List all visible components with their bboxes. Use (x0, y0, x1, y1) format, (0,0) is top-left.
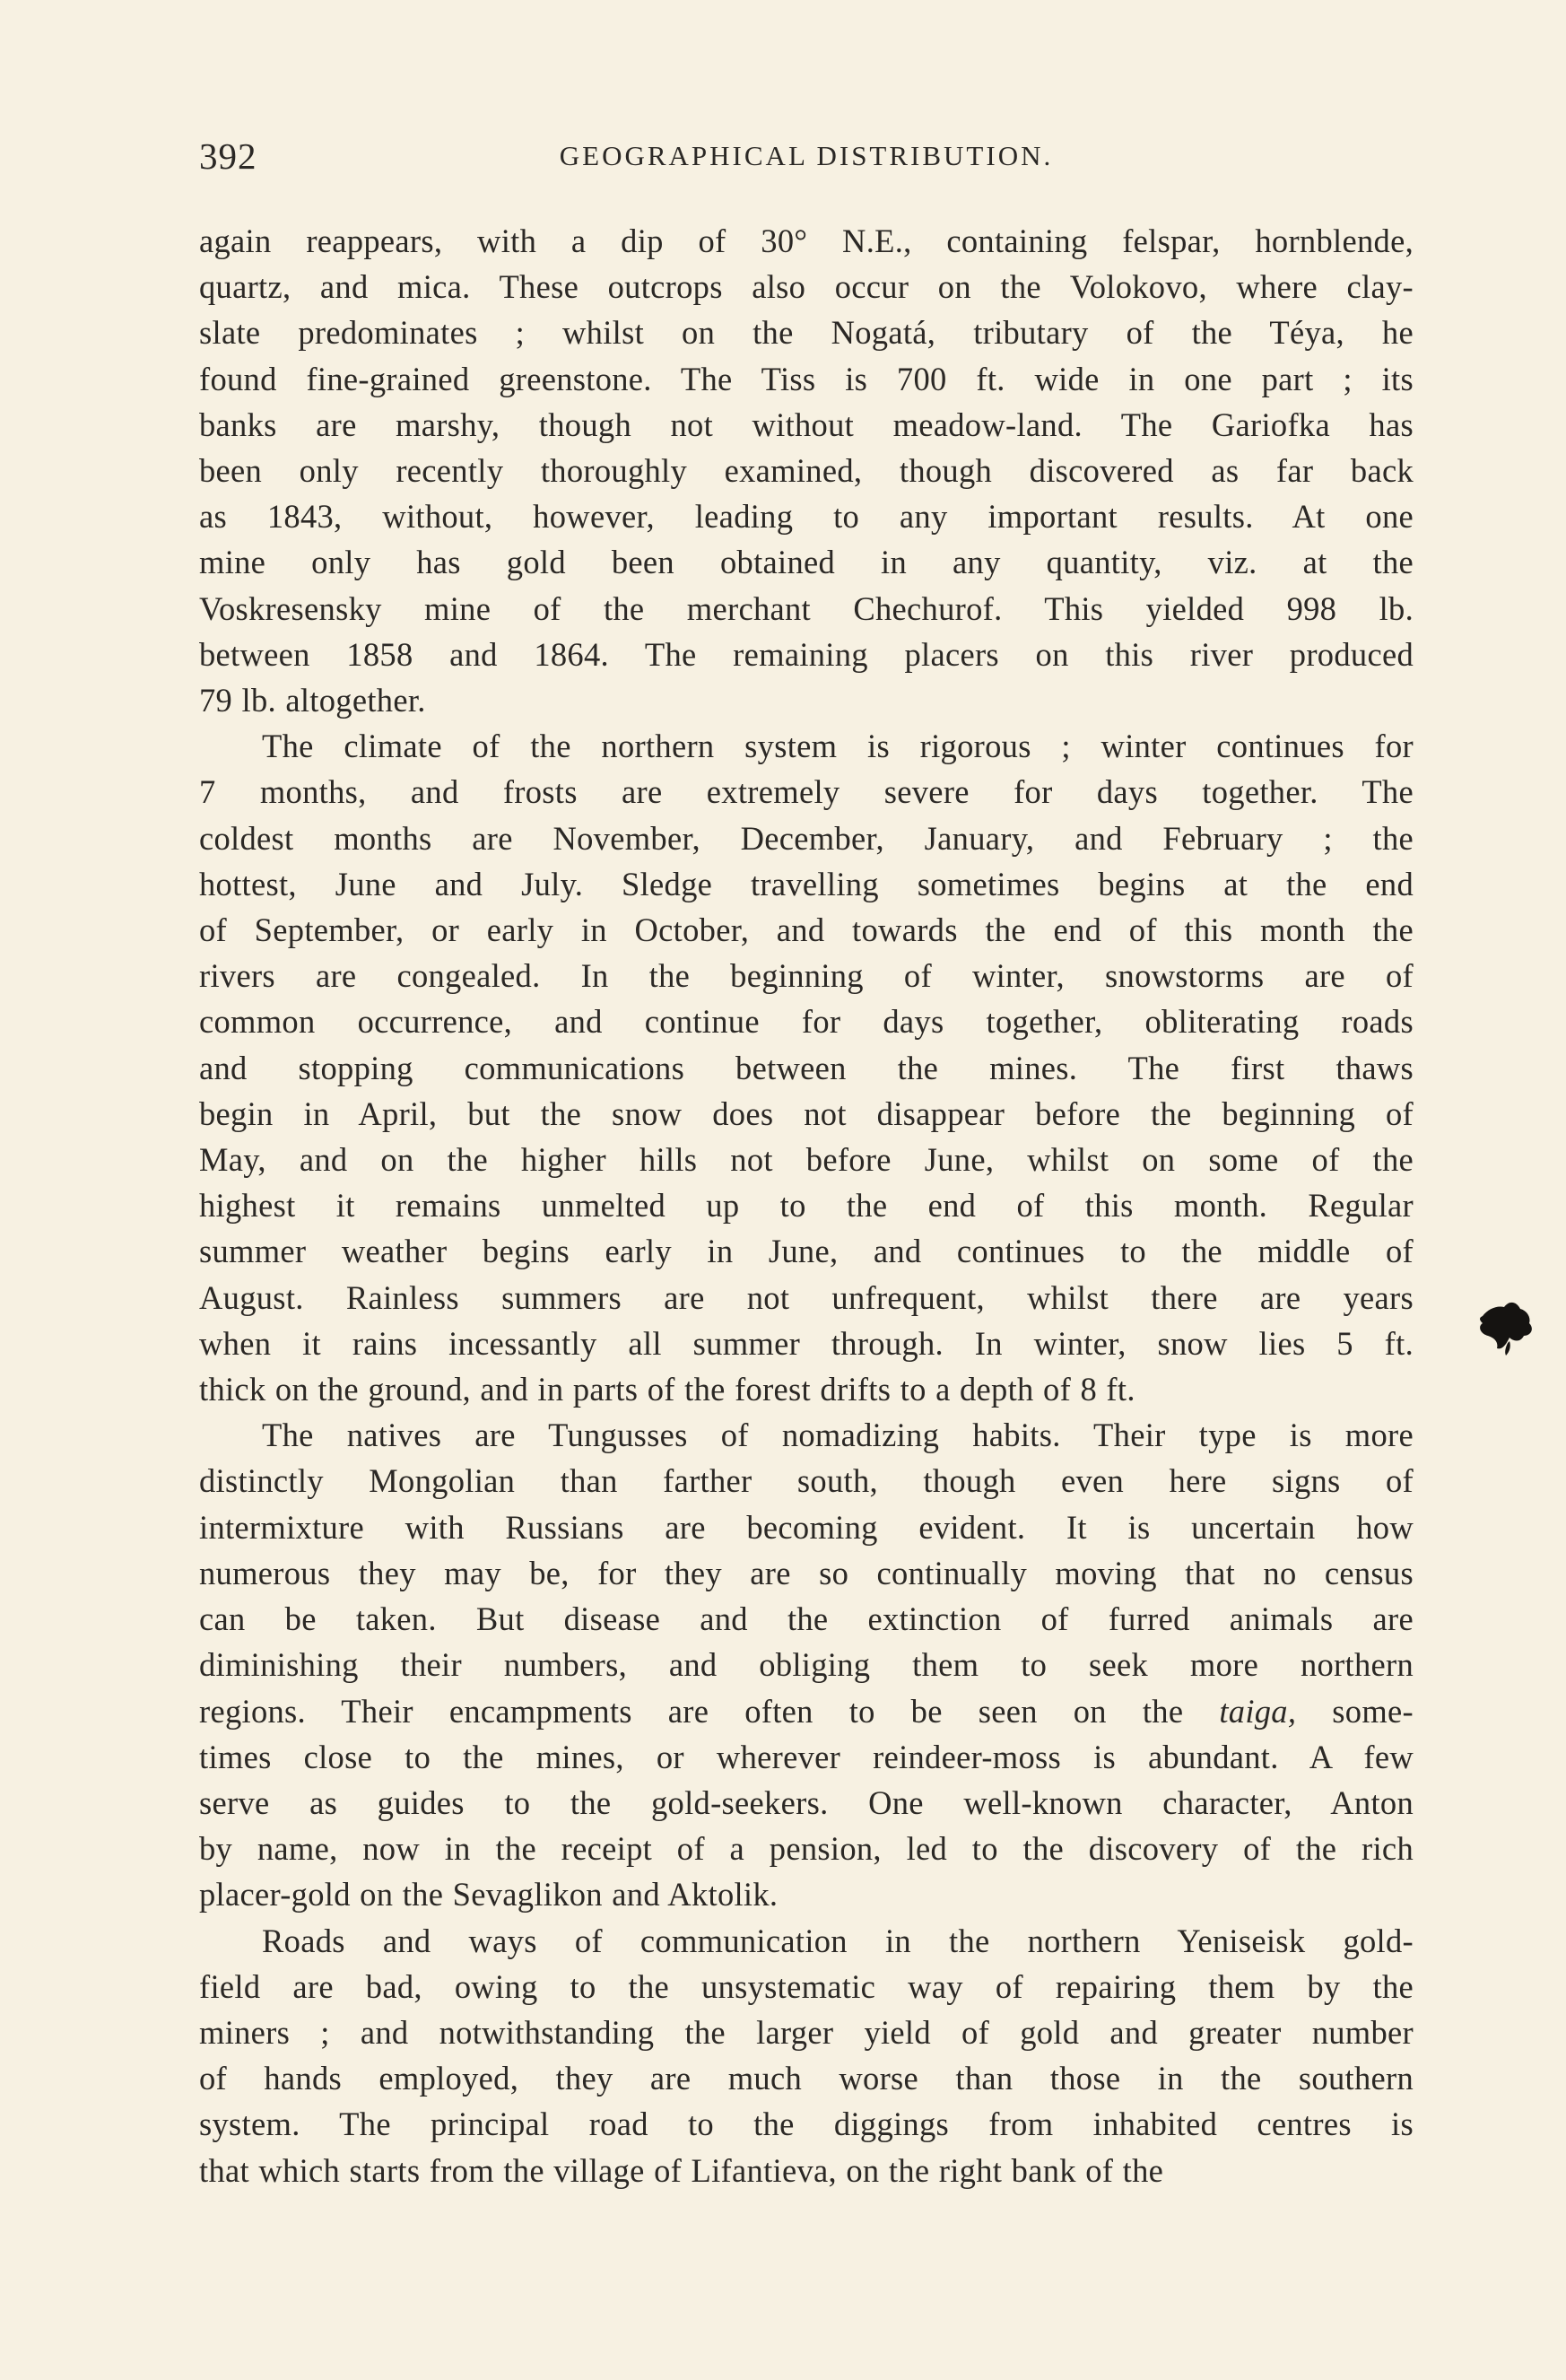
text-line: and stopping communications between the mines. The first thaws (199, 1049, 1414, 1086)
text-line: summer weather begins early in June, and continues to the middle of (199, 1233, 1414, 1270)
text-line: May, and on the higher hills not before June, whilst on some of the (199, 1141, 1414, 1179)
text-line: regions. Their encampments are often to be seen on the taiga, some- (199, 1692, 1414, 1730)
paragraph (199, 1918, 1414, 2193)
text-line: miners ; and notwithstanding the larger yield of gold and greater number (199, 2013, 1414, 2051)
text-line: thick on the ground, and in parts of the forest drifts to a depth of 8 ft. (199, 1371, 1135, 1408)
text-line: when it rains incessantly all summer through. In winter, snow lies 5 ft. (199, 1324, 1414, 1362)
text-line: serve as guides to the gold-seekers. One well-known character, Anton (199, 1783, 1414, 1821)
text-line: rivers are congealed. In the beginning of winter, snowstorms are of (199, 957, 1414, 995)
paragraph (199, 1412, 1414, 1917)
text-line: placer-gold on the Sevaglikon and Aktolik. (199, 1876, 779, 1914)
text-line: slate predominates ; whilst on the Nogatá, tributary of the Téya, he (199, 314, 1414, 352)
text-line: begin in April, but the snow does not disappear before the beginning of (199, 1094, 1414, 1132)
text-line: distinctly Mongolian than farther south, though even here signs of (199, 1462, 1414, 1500)
text-line: diminishing their numbers, and obliging them to seek more northern (199, 1646, 1414, 1684)
text-line: system. The principal road to the diggings from inhabited centres is (199, 2105, 1414, 2143)
text-line: by name, now in the receipt of a pension, led to the discovery of the rich (199, 1830, 1414, 1868)
text-line: been only recently thoroughly examined, though discovered as far back (199, 452, 1414, 490)
running-head (199, 135, 1414, 188)
text-line: as 1843, without, however, leading to any important results. At one (199, 498, 1414, 536)
text-line: can be taken. But disease and the extinction of furred animals are (199, 1600, 1414, 1638)
text-line: 7 months, and frosts are extremely severe for days together. The (199, 773, 1414, 811)
text-line: quartz, and mica. These outcrops also occur on the Volokovo, where clay- (199, 268, 1414, 306)
paragraph (199, 723, 1414, 1412)
text-line: numerous they may be, for they are so continually moving that no census (199, 1554, 1414, 1591)
text-line: highest it remains unmelted up to the end of this month. Regular (199, 1187, 1414, 1225)
text-line: between 1858 and 1864. The remaining placers on this river produced (199, 635, 1414, 673)
text-line: banks are marshy, though not without meadow-land. The Gariofka has (199, 405, 1414, 443)
text-line: of hands employed, they are much worse than those in the southern (199, 2060, 1414, 2097)
text-line: hottest, June and July. Sledge travelling sometimes begins at the end (199, 865, 1414, 902)
text-line: common occurrence, and continue for days together, obliterating roads (199, 1003, 1414, 1041)
ink-stain-mark (1475, 1296, 1538, 1359)
ink-stain-shape (1480, 1303, 1532, 1348)
text-line: coldest months are November, December, January, and February ; the (199, 819, 1414, 857)
running-title: GEOGRAPHICAL DISTRIBUTION. (559, 140, 1054, 171)
text-line: The climate of the northern system is rigorous ; winter continues for (262, 728, 1414, 765)
body-text (199, 218, 1414, 2193)
italic-term: taiga, (1219, 1692, 1297, 1730)
text-line: times close to the mines, or wherever reindeer-moss is abundant. A few (199, 1738, 1414, 1775)
text-line: field are bad, owing to the unsystematic way of repairing them by the (199, 1967, 1414, 2005)
text-line: again reappears, with a dip of 30° N.E., containing felspar, hornblende, (199, 222, 1414, 259)
text-line: intermixture with Russians are becoming evident. It is uncertain how (199, 1508, 1414, 1546)
text-line: that which starts from the village of Lifantieva, on the right bank of the (199, 2151, 1164, 2189)
text-line: 79 lb. altogether. (199, 682, 426, 719)
text-line: of September, or early in October, and towards the end of this month the (199, 911, 1414, 949)
text-line: mine only has gold been obtained in any quantity, viz. at the (199, 544, 1414, 581)
page-number: 392 (199, 135, 257, 177)
text-line: The natives are Tungusses of nomadizing habits. Their type is more (262, 1417, 1414, 1454)
text-line: Voskresensky mine of the merchant Chechurof. This yielded 998 lb. (199, 589, 1414, 627)
text-line: found fine-grained greenstone. The Tiss is 700 ft. wide in one part ; its (199, 360, 1414, 397)
paragraph (199, 218, 1414, 723)
text-line: Roads and ways of communication in the northern Yeniseisk gold- (262, 1922, 1414, 1959)
text-line: August. Rainless summers are not unfrequent, whilst there are years (199, 1278, 1414, 1316)
